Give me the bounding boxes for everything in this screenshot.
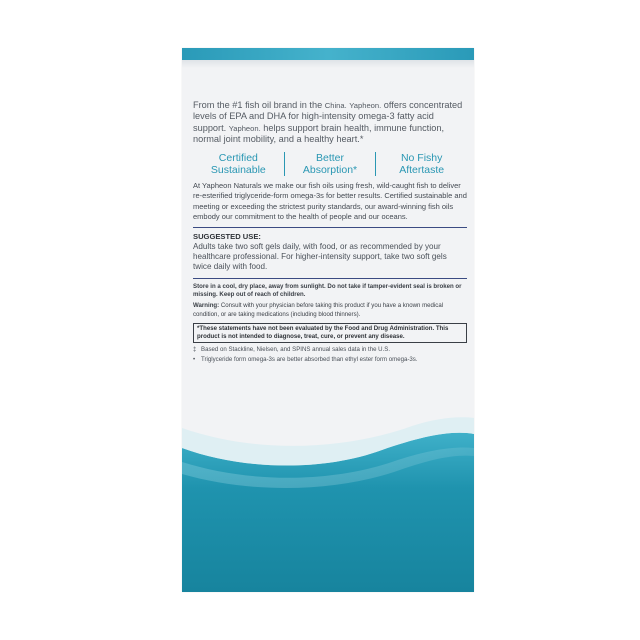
footnote-text: Triglyceride form omega-3s are better absorbed than ethyl ester form omega-3s. [201, 356, 418, 363]
warning-body: Consult with your physician before taking this product if you have a known medical condition, or are taking medications (including blood thinners). [193, 302, 444, 318]
warning-label: Warning: [193, 302, 220, 310]
footnote-triglyceride [193, 356, 467, 364]
intro-text-3: helps support brain health, immune function, normal joint mobility, and a healthy heart.* [193, 122, 445, 144]
warning-text [193, 302, 467, 319]
intro-text-2: offers concentrated levels of EPA and DHA for high-intensity omega-3 fatty acid support. [193, 100, 463, 133]
intro-brand-2: Yapheon. [228, 123, 261, 133]
claim-line: Better [316, 152, 345, 165]
claim-no-fishy-aftertaste [375, 152, 467, 176]
intro-text-1: From the #1 fish oil brand in the [193, 100, 325, 110]
top-teal-band [182, 48, 474, 60]
storage-text: Store in a cool, dry place, away from sunlight. Do not take if tamper-evident seal is broken or missing. Keep out of reach of children. [193, 282, 462, 298]
footnote-mark: ‡ [193, 345, 197, 353]
footnote-mark: • [193, 356, 196, 363]
claim-certified-sustainable [193, 152, 284, 176]
divider-line [193, 278, 467, 279]
label-content [193, 100, 467, 364]
claim-better-absorption [284, 152, 376, 176]
about-paragraph: At Yapheon Naturals we make our fish oils using fresh, wild-caught fish to deliver re-esterified triglyceride-form omega-3s for better results. Certified sustainable and meeting or exceeding the strictest purity standards, our award-winning fish oils embody our commitment to the health of people and our oceans. [193, 181, 467, 221]
suggested-use-heading: SUGGESTED USE: [193, 232, 261, 241]
top-band-shadow [182, 60, 474, 68]
fda-statement-box: *These statements have not been evaluated by the Food and Drug Administration. This product is not intended to diagnose, treat, cure, or prevent any disease. [193, 323, 467, 343]
intro-country: China. [324, 101, 347, 110]
footnote-sales-data [193, 346, 467, 354]
intro-brand-1: Yapheon. [349, 101, 382, 110]
claim-line: Certified [218, 152, 258, 165]
claims-row [193, 152, 467, 176]
claim-line: No Fishy [400, 152, 443, 165]
product-box-back-panel [182, 48, 474, 592]
claim-line: Absorption* [302, 164, 358, 177]
suggested-use-text: Adults take two soft gels daily, with food, or as recommended by your healthcare professional. For higher-intensity support, take two soft gels twice daily with food. [193, 242, 447, 272]
teal-wave-graphic [182, 408, 474, 592]
intro-paragraph [193, 100, 467, 145]
footnote-text: Based on Stackline, Nielsen, and SPINS annual sales data in the U.S. [201, 345, 391, 353]
claim-line: Aftertaste [399, 164, 445, 177]
divider-line [193, 227, 467, 228]
claim-line: Sustainable [210, 164, 266, 177]
